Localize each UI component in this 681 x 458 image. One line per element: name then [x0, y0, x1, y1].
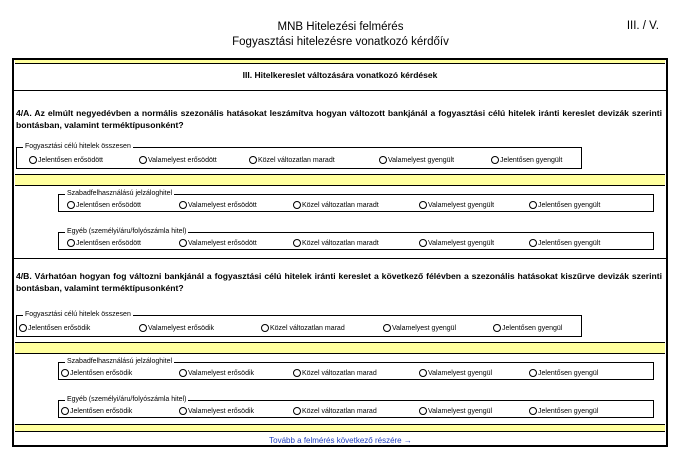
next-section-link[interactable]: Tovább a felmérés következő részére → — [269, 436, 412, 445]
radio-circle-icon[interactable] — [19, 324, 27, 332]
radio-circle-icon[interactable] — [139, 324, 147, 332]
radio-circle-icon[interactable] — [529, 369, 537, 377]
radio-option[interactable]: Valamelyest gyengül — [383, 324, 456, 332]
divider — [14, 258, 666, 259]
radio-option[interactable]: Közel változatlan maradt — [293, 239, 379, 247]
radio-option[interactable]: Jelentősen erősödött — [67, 239, 141, 247]
radio-option[interactable]: Jelentősen erősödik — [61, 407, 132, 415]
radio-option[interactable]: Valamelyest gyengült — [419, 239, 494, 247]
radio-circle-icon[interactable] — [293, 201, 301, 209]
radio-circle-icon[interactable] — [179, 239, 187, 247]
radio-circle-icon[interactable] — [491, 156, 499, 164]
radio-circle-icon[interactable] — [529, 407, 537, 415]
radio-option[interactable]: Jelentősen erősödött — [67, 201, 141, 209]
radio-circle-icon[interactable] — [61, 407, 69, 415]
radio-circle-icon[interactable] — [419, 369, 427, 377]
radio-group-4a-mortgage — [58, 190, 654, 212]
radio-option[interactable]: Jelentősen gyengül — [529, 369, 598, 377]
radio-circle-icon[interactable] — [293, 239, 301, 247]
title-line-2: Fogyasztási hitelezésre vonatkozó kérdőív — [232, 36, 449, 48]
radio-option[interactable]: Valamelyest erősödött — [179, 239, 257, 247]
radio-circle-icon[interactable] — [179, 201, 187, 209]
radio-option[interactable]: Jelentősen erősödik — [19, 324, 90, 332]
radio-option[interactable]: Valamelyest erősödött — [139, 156, 217, 164]
radio-option[interactable]: Közel változatlan maradt — [293, 201, 379, 209]
radio-circle-icon[interactable] — [261, 324, 269, 332]
separator-band — [15, 174, 665, 186]
radio-circle-icon[interactable] — [293, 407, 301, 415]
radio-option[interactable]: Közel változatlan marad — [261, 324, 345, 332]
group-legend: Egyéb (személyi/áru/folyószámla hitel) — [67, 228, 187, 235]
group-legend: Szabadfelhasználású jelzáloghitel — [67, 190, 173, 197]
group-legend: Fogyasztási célú hitelek összesen — [25, 143, 131, 150]
radio-option[interactable]: Közel változatlan maradt — [249, 156, 335, 164]
radio-option[interactable]: Valamelyest erősödik — [139, 324, 214, 332]
radio-option[interactable]: Jelentősen gyengül — [529, 407, 598, 415]
question-4b: 4/B. Várhatóan hogyan fog változni bankjánál a fogyasztási célú hitelek iránti kereslet a következő félévben a szezonális hatásokat kiszűrve devizák szerinti bontásban, valamint terméktípusonként? — [16, 271, 662, 293]
radio-circle-icon[interactable] — [293, 369, 301, 377]
radio-option[interactable]: Közel változatlan marad — [293, 369, 377, 377]
group-legend: Szabadfelhasználású jelzáloghitel — [67, 358, 173, 365]
group-legend: Fogyasztási célú hitelek összesen — [25, 311, 131, 318]
radio-option[interactable]: Valamelyest gyengül — [419, 369, 492, 377]
divider — [14, 90, 666, 91]
group-legend: Egyéb (személyi/áru/folyószámla hitel) — [67, 396, 187, 403]
radio-circle-icon[interactable] — [493, 324, 501, 332]
radio-circle-icon[interactable] — [529, 201, 537, 209]
page-code: III. / V. — [626, 20, 659, 32]
question-4a: 4/A. Az elmúlt negyedévben a normális szezonális hatásokat leszámítva hogyan változott bankjánál a fogyasztási célú hitelek iránti kereslet devizák szerinti bontásban, valamint terméktípusonként? — [16, 108, 662, 130]
section-band-top — [15, 60, 665, 64]
radio-circle-icon[interactable] — [379, 156, 387, 164]
radio-option[interactable]: Valamelyest erősödött — [179, 201, 257, 209]
radio-option[interactable]: Jelentősen gyengült — [491, 156, 562, 164]
radio-group-4b-total — [16, 311, 582, 337]
radio-circle-icon[interactable] — [61, 369, 69, 377]
radio-circle-icon[interactable] — [67, 201, 75, 209]
section-title: III. Hitelkereslet változására vonatkozó kérdések — [242, 70, 438, 80]
separator-band — [15, 342, 665, 354]
radio-option[interactable]: Valamelyest gyengült — [379, 156, 454, 164]
radio-circle-icon[interactable] — [179, 407, 187, 415]
radio-option[interactable]: Valamelyest gyengült — [419, 201, 494, 209]
questionnaire-frame — [12, 58, 668, 447]
radio-option[interactable]: Valamelyest erősödik — [179, 369, 254, 377]
radio-option[interactable]: Jelentősen gyengül — [493, 324, 562, 332]
radio-group-4b-mortgage — [58, 358, 654, 380]
radio-circle-icon[interactable] — [179, 369, 187, 377]
title-line-1: MNB Hitelezési felmérés — [277, 21, 404, 33]
radio-circle-icon[interactable] — [249, 156, 257, 164]
radio-circle-icon[interactable] — [67, 239, 75, 247]
radio-option[interactable]: Jelentősen erősödött — [29, 156, 103, 164]
radio-circle-icon[interactable] — [419, 201, 427, 209]
radio-option[interactable]: Jelentősen erősödik — [61, 369, 132, 377]
radio-circle-icon[interactable] — [529, 239, 537, 247]
radio-option[interactable]: Jelentősen gyengült — [529, 201, 600, 209]
radio-circle-icon[interactable] — [29, 156, 37, 164]
section-band-bottom — [15, 424, 665, 432]
radio-option[interactable]: Valamelyest gyengül — [419, 407, 492, 415]
radio-circle-icon[interactable] — [383, 324, 391, 332]
radio-circle-icon[interactable] — [419, 407, 427, 415]
radio-group-4b-other — [58, 396, 654, 418]
radio-option[interactable]: Közel változatlan marad — [293, 407, 377, 415]
radio-group-4a-other — [58, 228, 654, 250]
radio-circle-icon[interactable] — [419, 239, 427, 247]
radio-option[interactable]: Valamelyest erősödik — [179, 407, 254, 415]
radio-circle-icon[interactable] — [139, 156, 147, 164]
radio-option[interactable]: Jelentősen gyengült — [529, 239, 600, 247]
radio-group-4a-total — [16, 143, 582, 169]
